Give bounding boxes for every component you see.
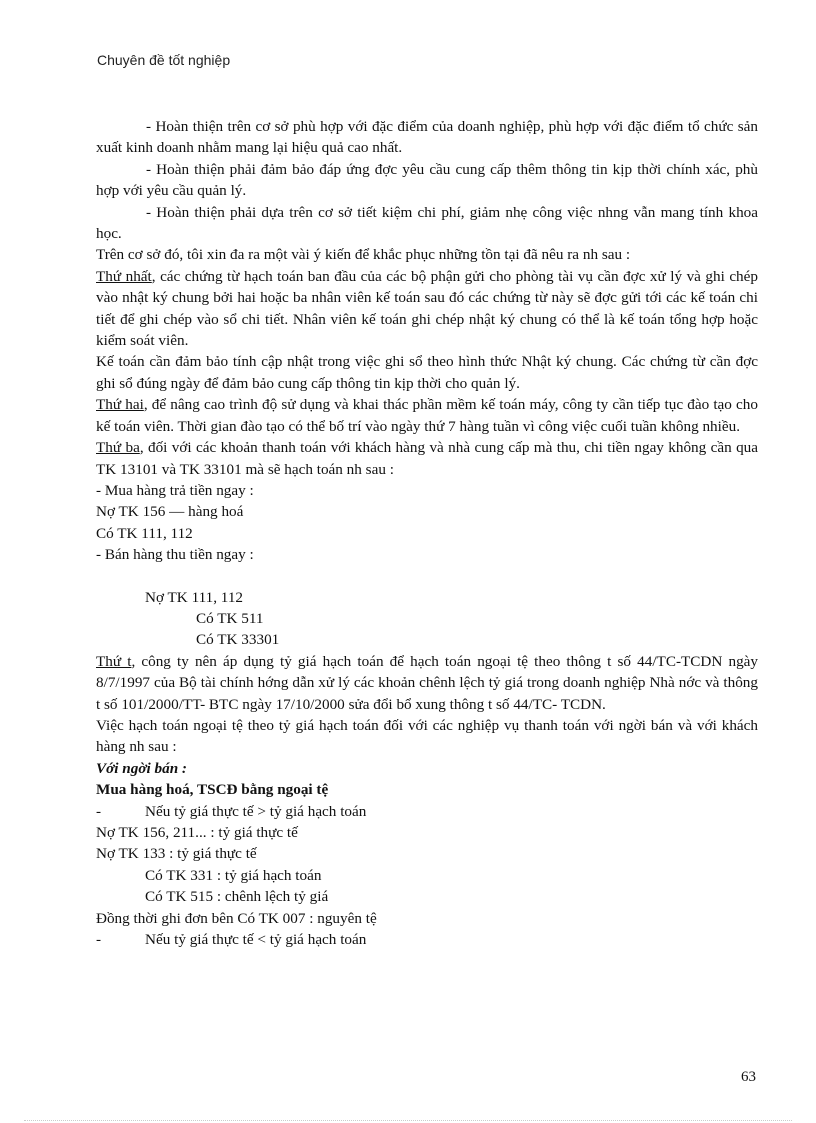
subheading: Mua hàng hoá, TSCĐ bằng ngoại tệ xyxy=(96,781,329,799)
section-label: Thứ nhất xyxy=(96,267,152,285)
paragraph xyxy=(96,394,758,437)
page-number: 63 xyxy=(741,1069,756,1085)
list-line: Có TK 111, 112 xyxy=(96,524,193,542)
paragraph: Trên cơ sở đó, tôi xin đa ra một vài ý kiến để khắc phục những tồn tại đã nêu ra nh sau : xyxy=(96,246,631,264)
bullet-text: Nếu tỷ giá thực tế > tỷ giá hạch toán xyxy=(145,802,367,820)
paragraph: - Hoàn thiện phải đảm bảo đáp ứng đợc yêu cầu cung cấp thêm thông tin kịp thời chính xác, phù hợp với yêu cầu quản lý. xyxy=(96,160,758,200)
page-header: Chuyên đề tốt nghiệp xyxy=(97,52,231,68)
entry-line: Có TK 515 : chênh lệch tỷ giá xyxy=(145,888,329,906)
paragraph: - Hoàn thiện trên cơ sở phù hợp với đặc điểm của doanh nghiệp, phù hợp với đặc điểm tổ chức sản xuất kinh doanh nhằm mang lại hiệu quả cao nhất. xyxy=(96,118,758,157)
paragraph-text: , để nâng cao trình độ sử dụng và khai thác phần mềm kế toán máy, công ty cần tiếp tục đào tạo cho kế toán viên. Thời gian đào tạo có thể bố trí vào ngày thứ 7 hàng tuần vì công việc cuối tuần không nhiều. xyxy=(96,396,758,435)
page-bottom-rule xyxy=(24,1120,792,1121)
bullet-row xyxy=(96,801,758,822)
dash-bullet: - xyxy=(96,802,102,820)
paragraph-text: , công ty nên áp dụng tỷ giá hạch toán để hạch toán ngoại tệ theo thông t số 44/TC-TCDN ngày 8/7/1997 của Bộ tài chính hớng dẫn xử lý các khoản chênh lệch tỷ giá trong doanh nghiệp Nhà nớc và thông t số 101/2000/TT- BTC ngày 17/10/2000 sửa đổi bổ xung thông t số 44/TC- TCDN. xyxy=(96,652,758,713)
paragraph: Kế toán cần đảm bảo tính cập nhật trong việc ghi sổ theo hình thức Nhật ký chung. Các chứng từ cần đợc ghi sổ đúng ngày để đảm bảo cung cấp thông tin kịp thời cho quản lý. xyxy=(96,353,758,392)
entry-line: Đồng thời ghi đơn bên Có TK 007 : nguyên tệ xyxy=(96,909,377,927)
dash-bullet: - xyxy=(96,931,102,949)
list-line: - Mua hàng trả tiền ngay : xyxy=(96,481,254,499)
paragraph-text: , các chứng từ hạch toán ban đầu của các bộ phận gửi cho phòng tài vụ cần đợc xử lý và ghi chép vào nhật ký chung bởi hai hoặc ba nhân viên kế toán sau đó các chứng từ này sẽ đợc gửi tới các kế toán chi tiết để ghi chép vào sổ chi tiết. Nhân viên kế toán ghi chép nhật ký chung có thể là kế toán tổng hợp hoặc kiểm soát viên. xyxy=(96,267,758,350)
paragraph: - Hoàn thiện phải dựa trên cơ sở tiết kiệm chi phí, giảm nhẹ công việc nhng vẫn mang tính khoa học. xyxy=(96,203,758,243)
paragraph xyxy=(96,651,758,715)
bullet-row xyxy=(96,929,758,950)
paragraph xyxy=(96,266,758,352)
document-body xyxy=(96,116,758,950)
entry-line: Nợ TK 133 : tỷ giá thực tế xyxy=(96,845,257,863)
paragraph-text: , đối với các khoản thanh toán với khách hàng và nhà cung cấp mà thu, chi tiền ngay không cần qua TK 13101 và TK 33101 mà sẽ hạch toán nh sau : xyxy=(96,439,758,478)
subheading: Với ngời bán : xyxy=(96,759,187,777)
section-label: Thứ t xyxy=(96,652,132,670)
entry-line: Nợ TK 111, 112 xyxy=(145,588,244,606)
entry-line: Có TK 511 xyxy=(196,609,264,627)
entry-line: Có TK 331 : tỷ giá hạch toán xyxy=(145,866,322,884)
entry-line: Có TK 33301 xyxy=(196,631,280,649)
paragraph xyxy=(96,437,758,480)
entry-line: Nợ TK 156, 211... : tỷ giá thực tế xyxy=(96,824,298,841)
section-label: Thứ hai xyxy=(96,396,144,414)
list-line: - Bán hàng thu tiền ngay : xyxy=(96,546,254,564)
paragraph: Việc hạch toán ngoại tệ theo tỷ giá hạch toán đối với các nghiệp vụ thanh toán với ngời bán và với khách hàng nh sau : xyxy=(96,716,758,756)
spacer xyxy=(96,566,758,587)
bullet-text: Nếu tỷ giá thực tế < tỷ giá hạch toán xyxy=(145,931,367,949)
list-line: Nợ TK 156 — hàng hoá xyxy=(96,503,244,521)
section-label: Thứ ba xyxy=(96,439,140,457)
